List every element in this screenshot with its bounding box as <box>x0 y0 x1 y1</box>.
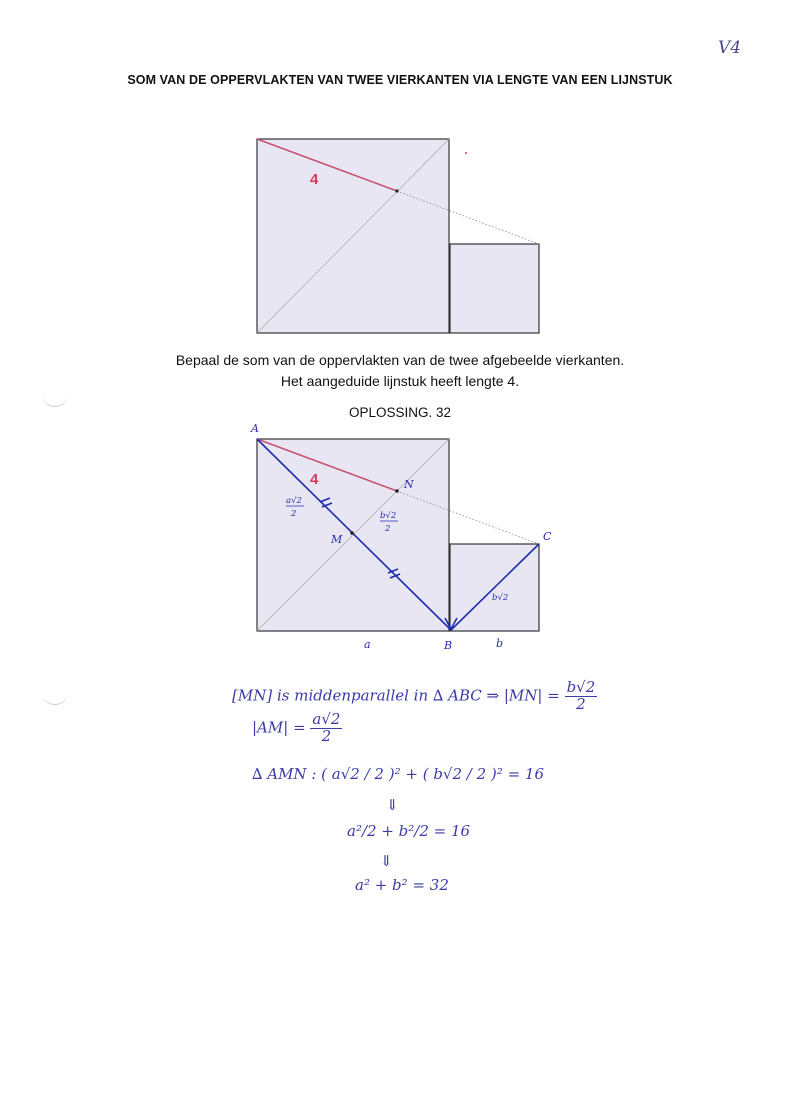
page-title: SOM VAN DE OPPERVLAKTEN VAN TWEE VIERKANTEN VIA LENGTE VAN EEN LIJNSTUK <box>127 73 673 87</box>
label-am-den: 2 <box>291 509 297 519</box>
point-m <box>350 531 354 535</box>
label-m-point: M <box>331 533 343 546</box>
figure-problem <box>257 139 539 333</box>
label-n-point: N <box>404 478 414 491</box>
solution-label: OPLOSSING. 32 <box>348 405 452 420</box>
label-side-b: b <box>496 637 504 650</box>
page-code: V4 <box>718 38 742 58</box>
label-mn-den: 2 <box>385 524 391 534</box>
stray-mark <box>465 152 467 154</box>
label-b-point: B <box>444 639 453 652</box>
derivation-line-2-text: |AM| = <box>252 718 306 737</box>
fraction-am-den: 2 <box>321 726 332 745</box>
fraction-mn <box>565 680 598 713</box>
label-mn-num: b√2 <box>380 511 397 521</box>
implies-arrow-1: ⇓ <box>386 796 399 814</box>
fraction-am-num: a√2 <box>312 710 341 728</box>
segment-label: 4 <box>310 171 319 188</box>
label-c-point: C <box>543 530 552 543</box>
derivation-line-3 <box>252 765 544 783</box>
derivation-line-2 <box>252 712 342 745</box>
implies-arrow-2: ⇓ <box>380 852 393 870</box>
fraction-mn-den: 2 <box>576 694 586 713</box>
fraction-mn-num: b√2 <box>566 678 596 696</box>
question-line-2: Het aangeduide lijnstuk heeft lengte 4. <box>280 373 520 389</box>
point-n-solution <box>395 489 399 493</box>
fraction-am <box>310 712 342 745</box>
derivation-line-3-text: ∆ AMN : <box>252 765 317 783</box>
small-square <box>450 244 539 333</box>
segment-label-solution: 4 <box>310 471 319 488</box>
derivation-line-3-expr: ( a√2 / 2 )² + ( b√2 / 2 )² = 16 <box>321 765 544 783</box>
label-side-a: a <box>364 638 371 651</box>
figure-solution <box>250 422 552 652</box>
label-bc: b√2 <box>492 593 509 603</box>
derivation-line-4: a²/2 + b²/2 = 16 <box>347 822 471 840</box>
label-a-point: A <box>251 422 259 435</box>
derivation-line-1 <box>232 680 597 713</box>
derivation-line-5: a² + b² = 32 <box>355 876 449 894</box>
derivation-line-1-text: [MN] is middenparallel in ∆ ABC ⇒ |MN| = <box>232 686 560 705</box>
label-am-num: a√2 <box>286 496 302 506</box>
point-n <box>395 189 398 192</box>
question-line-1: Bepaal de som van de oppervlakten van de twee afgebeelde vierkanten. <box>175 352 625 368</box>
